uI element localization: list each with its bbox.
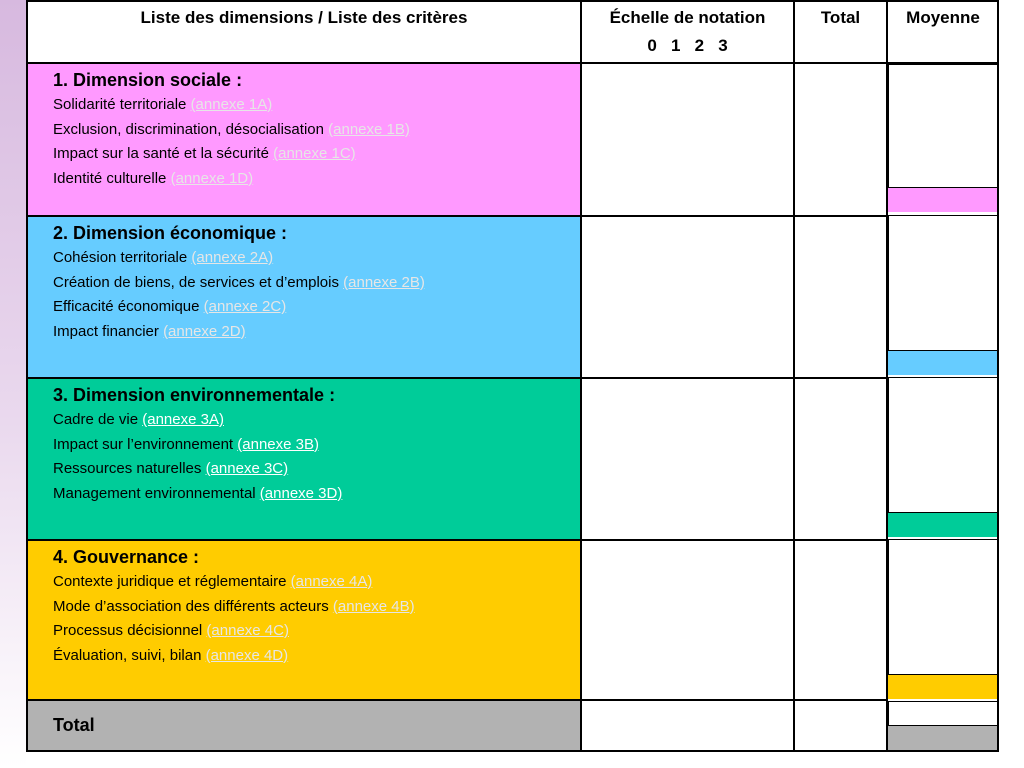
grid-line xyxy=(886,0,888,752)
criterion-label: Management environnemental xyxy=(53,484,256,502)
criterion-label: Création de biens, de services et d’emplois xyxy=(53,273,339,291)
grid-line xyxy=(26,0,999,2)
average-swatch-sociale xyxy=(888,188,998,212)
criterion-label: Mode d’association des différents acteurs xyxy=(53,597,329,615)
score-cell-economique[interactable] xyxy=(582,217,793,377)
criterion-label: Cohésion territoriale xyxy=(53,249,188,266)
criterion-label: Processus décisionnel xyxy=(53,622,203,639)
header-average xyxy=(888,0,998,62)
header-scale-values: 0 1 2 3 xyxy=(647,36,728,55)
total-label-text: Total xyxy=(53,715,95,735)
annex-link[interactable]: (annexe 2B) xyxy=(343,273,425,291)
total-cell-total[interactable] xyxy=(795,701,886,750)
average-box-sociale[interactable] xyxy=(888,64,998,188)
dimension-title: 2. Dimension économique : xyxy=(53,223,288,243)
dimension-environnementale xyxy=(28,379,580,539)
dimension-title: 1. Dimension sociale : xyxy=(53,70,243,90)
average-swatch-environnementale xyxy=(888,513,998,537)
header-average-label: Moyenne xyxy=(906,8,980,27)
annex-link[interactable]: (annexe 1C) xyxy=(273,145,356,162)
score-cell-sociale[interactable] xyxy=(582,64,793,215)
criterion-row xyxy=(53,320,580,345)
average-box-total[interactable] xyxy=(888,701,998,726)
annex-link[interactable]: (annexe 1A) xyxy=(190,96,273,113)
criterion-label: Contexte juridique et réglementaire xyxy=(53,573,287,590)
total-cell-sociale[interactable] xyxy=(795,64,886,215)
header-scale xyxy=(582,0,793,62)
criterion-row xyxy=(53,271,580,296)
grid-line xyxy=(26,62,999,64)
total-cell-environnementale[interactable] xyxy=(795,379,886,539)
header-criteria-label: Liste des dimensions / Liste des critères xyxy=(140,8,468,27)
criterion-row xyxy=(53,93,580,118)
header-scale-label: Échelle de notation xyxy=(609,8,766,27)
header-criteria xyxy=(28,0,580,62)
score-cell-environnementale[interactable] xyxy=(582,379,793,539)
annex-link[interactable]: (annexe 4D) xyxy=(205,646,289,664)
dimension-gouvernance xyxy=(28,541,580,699)
criterion-row xyxy=(53,433,580,458)
criterion-row xyxy=(53,246,580,271)
annex-link[interactable]: (annexe 3D) xyxy=(259,484,343,502)
criterion-label: Ressources naturelles xyxy=(53,460,202,477)
criterion-row xyxy=(53,295,580,320)
dimension-title: 4. Gouvernance : xyxy=(53,547,200,567)
decorative-side-band xyxy=(0,0,26,768)
score-cell-gouvernance[interactable] xyxy=(582,541,793,699)
criterion-label: Impact sur l’environnement xyxy=(53,435,234,453)
criterion-row xyxy=(53,482,580,507)
annex-link[interactable]: (annexe 4B) xyxy=(332,597,415,615)
header-total xyxy=(795,0,886,62)
criterion-row xyxy=(53,118,580,143)
annex-link[interactable]: (annexe 1D) xyxy=(170,169,254,187)
criterion-row xyxy=(53,570,580,595)
criterion-label: Exclusion, discrimination, désocialisation xyxy=(53,120,324,138)
grid-line xyxy=(26,0,28,752)
annex-link[interactable]: (annexe 1B) xyxy=(328,120,410,138)
dimension-sociale xyxy=(28,64,580,215)
average-box-environnementale[interactable] xyxy=(888,377,998,513)
grid-line xyxy=(793,0,795,752)
criterion-row xyxy=(53,595,580,620)
criterion-label: Impact financier xyxy=(53,322,159,340)
average-box-economique[interactable] xyxy=(888,215,998,351)
annex-link[interactable]: (annexe 2D) xyxy=(163,322,246,340)
total-cell-economique[interactable] xyxy=(795,217,886,377)
average-box-gouvernance[interactable] xyxy=(888,539,998,675)
dimension-economique xyxy=(28,217,580,377)
grid-line xyxy=(26,699,887,701)
criterion-row xyxy=(53,167,580,192)
grid-line xyxy=(26,377,887,379)
criterion-row xyxy=(53,142,580,167)
grid-line xyxy=(26,539,887,541)
criterion-row xyxy=(53,457,580,482)
total-cell-gouvernance[interactable] xyxy=(795,541,886,699)
grid-line xyxy=(26,750,999,752)
criterion-label: Évaluation, suivi, bilan xyxy=(53,646,202,664)
total-row-label xyxy=(28,701,580,750)
criterion-label: Cadre de vie xyxy=(53,411,139,428)
header-total-label: Total xyxy=(820,8,861,27)
annex-link[interactable]: (annexe 3B) xyxy=(237,435,319,453)
grid-line xyxy=(580,0,582,752)
annex-link[interactable]: (annexe 4C) xyxy=(206,622,289,639)
grid-line xyxy=(997,0,999,752)
annex-link[interactable]: (annexe 3A) xyxy=(142,411,224,428)
criterion-row xyxy=(53,619,580,644)
criterion-label: Identité culturelle xyxy=(53,169,167,187)
criterion-row xyxy=(53,408,580,433)
annex-link[interactable]: (annexe 2C) xyxy=(203,298,287,315)
grid-line xyxy=(26,215,887,217)
criterion-label: Impact sur la santé et la sécurité xyxy=(53,145,269,162)
annex-link[interactable]: (annexe 4A) xyxy=(290,573,373,590)
score-cell-total[interactable] xyxy=(582,701,793,750)
criterion-label: Efficacité économique xyxy=(53,298,200,315)
dimension-title: 3. Dimension environnementale : xyxy=(53,385,336,405)
average-swatch-total xyxy=(888,726,998,750)
criterion-row xyxy=(53,644,580,669)
average-swatch-gouvernance xyxy=(888,675,998,699)
annex-link[interactable]: (annexe 3C) xyxy=(205,460,289,477)
criterion-label: Solidarité territoriale xyxy=(53,96,187,113)
annex-link[interactable]: (annexe 2A) xyxy=(191,249,274,266)
average-swatch-economique xyxy=(888,351,998,375)
